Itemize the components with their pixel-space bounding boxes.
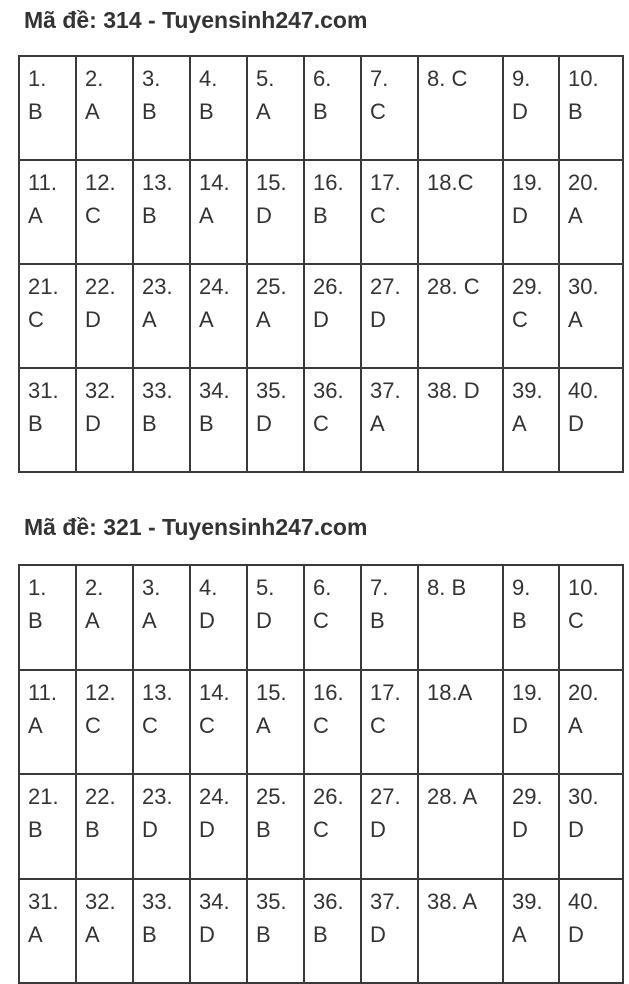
answer-text: 35. D bbox=[256, 378, 287, 436]
answer-text: 14. A bbox=[199, 170, 230, 228]
answer-cell bbox=[133, 264, 190, 368]
answer-text: 15. D bbox=[256, 170, 287, 228]
answer-cell bbox=[247, 160, 304, 264]
answer-text: 37. D bbox=[370, 888, 401, 947]
answer-cell bbox=[304, 565, 361, 670]
answer-text: 3. A bbox=[142, 575, 161, 633]
answer-cell bbox=[418, 160, 503, 264]
answer-cell bbox=[190, 264, 247, 368]
answer-cell bbox=[190, 879, 247, 984]
answer-table bbox=[18, 564, 624, 984]
answer-cell bbox=[76, 670, 133, 775]
answer-cell bbox=[133, 368, 190, 472]
answer-cell bbox=[133, 160, 190, 264]
answer-cell bbox=[418, 264, 503, 368]
answer-text: 36. B bbox=[313, 888, 344, 947]
table-row bbox=[19, 879, 623, 984]
answer-cell bbox=[559, 368, 623, 472]
answer-text: 6. B bbox=[313, 66, 332, 124]
answer-cell bbox=[76, 774, 133, 879]
answer-text: 32. D bbox=[85, 378, 116, 436]
answer-text: 33. B bbox=[142, 378, 173, 436]
answer-text: 10. C bbox=[568, 575, 599, 633]
answer-cell bbox=[418, 565, 503, 670]
table-row bbox=[19, 368, 623, 472]
answer-text: 17. C bbox=[370, 170, 401, 228]
answer-cell bbox=[418, 368, 503, 472]
answer-text: 12. C bbox=[85, 679, 116, 738]
answer-text: 14. C bbox=[199, 679, 230, 738]
answer-text: 39. A bbox=[512, 378, 543, 436]
answer-text: 26. C bbox=[313, 784, 344, 842]
answer-cell bbox=[361, 368, 418, 472]
answer-cell bbox=[361, 670, 418, 775]
answer-cell bbox=[76, 368, 133, 472]
section-title: Mã đề: 314 - Tuyensinh247.com bbox=[24, 7, 368, 33]
answer-text: 29. C bbox=[512, 274, 543, 332]
section-title: Mã đề: 321 - Tuyensinh247.com bbox=[24, 514, 368, 540]
answer-cell bbox=[361, 879, 418, 984]
answer-text: 40. D bbox=[568, 378, 599, 436]
answer-cell bbox=[19, 160, 76, 264]
answer-text: 20. A bbox=[568, 170, 599, 228]
answer-cell bbox=[247, 774, 304, 879]
answer-text: 3. B bbox=[142, 66, 161, 124]
answer-cell bbox=[19, 56, 76, 160]
answer-text: 33. B bbox=[142, 888, 173, 947]
answer-text: 10. B bbox=[568, 66, 599, 124]
answer-text: 34. D bbox=[199, 888, 230, 947]
answer-text: 36. C bbox=[313, 378, 344, 436]
answer-cell bbox=[304, 774, 361, 879]
answer-text: 15. A bbox=[256, 679, 287, 738]
answer-cell bbox=[247, 56, 304, 160]
answer-text: 29. D bbox=[512, 784, 543, 842]
answer-cell bbox=[361, 56, 418, 160]
answer-text: 26. D bbox=[313, 274, 344, 332]
answer-cell bbox=[247, 264, 304, 368]
answer-cell bbox=[76, 160, 133, 264]
answer-cell bbox=[503, 264, 559, 368]
answer-cell bbox=[19, 264, 76, 368]
answer-text: 27. D bbox=[370, 274, 401, 332]
answer-cell bbox=[361, 160, 418, 264]
answer-cell bbox=[190, 565, 247, 670]
answer-text: 19. D bbox=[512, 170, 543, 228]
answer-text: 13. B bbox=[142, 170, 173, 228]
answer-text: 12. C bbox=[85, 170, 116, 228]
answer-cell bbox=[559, 56, 623, 160]
answer-text: 17. C bbox=[370, 679, 401, 738]
answer-cell bbox=[361, 774, 418, 879]
answer-cell bbox=[418, 670, 503, 775]
answer-text: 25. B bbox=[256, 784, 287, 842]
answer-cell bbox=[19, 670, 76, 775]
answer-text: 5. A bbox=[256, 66, 275, 124]
answer-text: 4. B bbox=[199, 66, 218, 124]
answer-cell bbox=[503, 56, 559, 160]
answer-text: 40. D bbox=[568, 888, 599, 947]
answer-text: 1. B bbox=[28, 575, 47, 633]
answer-text: 31. A bbox=[28, 888, 59, 947]
answer-text: 37. A bbox=[370, 378, 401, 436]
answer-text: 24. D bbox=[199, 784, 230, 842]
answer-text: 8. C bbox=[427, 66, 468, 91]
table-row bbox=[19, 56, 623, 160]
answer-text: 7. B bbox=[370, 575, 389, 633]
answer-text: 23. D bbox=[142, 784, 173, 842]
answer-text: 8. B bbox=[427, 575, 467, 600]
answer-cell bbox=[503, 565, 559, 670]
answer-text: 7. C bbox=[370, 66, 389, 124]
answer-text: 18.A bbox=[427, 679, 473, 705]
answer-cell bbox=[247, 670, 304, 775]
answer-text: 35. B bbox=[256, 888, 287, 947]
answer-cell bbox=[19, 368, 76, 472]
answer-cell bbox=[361, 264, 418, 368]
answer-cell bbox=[304, 160, 361, 264]
answer-text: 9. D bbox=[512, 66, 531, 124]
answer-text: 20. A bbox=[568, 679, 599, 738]
answer-cell bbox=[361, 565, 418, 670]
answer-cell bbox=[190, 56, 247, 160]
answer-cell bbox=[76, 565, 133, 670]
answer-cell bbox=[503, 368, 559, 472]
answer-text: 16. C bbox=[313, 679, 344, 738]
answer-cell bbox=[503, 879, 559, 984]
answer-text: 22. B bbox=[85, 784, 116, 842]
answer-cell bbox=[503, 774, 559, 879]
answer-text: 25. A bbox=[256, 274, 287, 332]
answer-cell bbox=[503, 670, 559, 775]
answer-cell bbox=[190, 160, 247, 264]
answer-text: 11. A bbox=[28, 679, 57, 738]
table-row bbox=[19, 264, 623, 368]
answer-text: 39. A bbox=[512, 888, 543, 947]
answer-cell bbox=[559, 160, 623, 264]
answer-text: 11. A bbox=[28, 170, 57, 228]
answer-text: 24. A bbox=[199, 274, 230, 332]
table-row bbox=[19, 774, 623, 879]
answer-cell bbox=[190, 368, 247, 472]
answer-text: 19. D bbox=[512, 679, 543, 738]
answer-text: 4. D bbox=[199, 575, 218, 633]
answer-text: 31. B bbox=[28, 378, 59, 436]
answer-text: 13. C bbox=[142, 679, 173, 738]
answer-text: 1. B bbox=[28, 66, 47, 124]
answer-cell bbox=[247, 565, 304, 670]
answer-cell bbox=[304, 56, 361, 160]
answer-text: 16. B bbox=[313, 170, 344, 228]
answer-text: 30. A bbox=[568, 274, 599, 332]
answer-text: 21. B bbox=[28, 784, 59, 842]
answer-table-body bbox=[19, 56, 623, 472]
answer-text: 2. A bbox=[85, 66, 104, 124]
answer-text: 34. B bbox=[199, 378, 230, 436]
answer-text: 27. D bbox=[370, 784, 401, 842]
table-row bbox=[19, 670, 623, 775]
answer-text: 5. D bbox=[256, 575, 275, 633]
answer-text: 23. A bbox=[142, 274, 173, 332]
answer-cell bbox=[190, 670, 247, 775]
answer-text: 21. C bbox=[28, 274, 59, 332]
answer-cell bbox=[19, 565, 76, 670]
answer-cell bbox=[133, 670, 190, 775]
table-row bbox=[19, 565, 623, 670]
answer-cell bbox=[304, 264, 361, 368]
answer-cell bbox=[418, 774, 503, 879]
answer-text: 28. A bbox=[427, 784, 478, 809]
answer-text: 22. D bbox=[85, 274, 116, 332]
answer-text: 18.C bbox=[427, 170, 474, 195]
answer-cell bbox=[503, 160, 559, 264]
answer-cell bbox=[304, 670, 361, 775]
answer-cell bbox=[19, 879, 76, 984]
answer-cell bbox=[559, 670, 623, 775]
answer-cell bbox=[133, 774, 190, 879]
answer-text: 6. C bbox=[313, 575, 332, 633]
answer-cell bbox=[133, 56, 190, 160]
answer-cell bbox=[559, 264, 623, 368]
answer-cell bbox=[133, 879, 190, 984]
answer-cell bbox=[190, 774, 247, 879]
answer-cell bbox=[19, 774, 76, 879]
answer-cell bbox=[247, 879, 304, 984]
answer-text: 30. D bbox=[568, 784, 599, 842]
answer-text: 2. A bbox=[85, 575, 104, 633]
answer-cell bbox=[76, 56, 133, 160]
answer-table bbox=[18, 55, 624, 473]
answer-cell bbox=[247, 368, 304, 472]
answer-cell bbox=[133, 565, 190, 670]
answer-cell bbox=[76, 879, 133, 984]
answer-cell bbox=[76, 264, 133, 368]
answer-cell bbox=[559, 879, 623, 984]
answer-cell bbox=[559, 774, 623, 879]
answer-text: 38. A bbox=[427, 888, 478, 914]
answer-cell bbox=[418, 879, 503, 984]
answer-table-body bbox=[19, 565, 623, 983]
answer-text: 9. B bbox=[512, 575, 531, 633]
table-row bbox=[19, 160, 623, 264]
answer-text: 28. C bbox=[427, 274, 480, 299]
answer-text: 38. D bbox=[427, 378, 480, 403]
answer-cell bbox=[559, 565, 623, 670]
answer-cell bbox=[418, 56, 503, 160]
answer-cell bbox=[304, 879, 361, 984]
answer-text: 32. A bbox=[85, 888, 116, 947]
answer-cell bbox=[304, 368, 361, 472]
